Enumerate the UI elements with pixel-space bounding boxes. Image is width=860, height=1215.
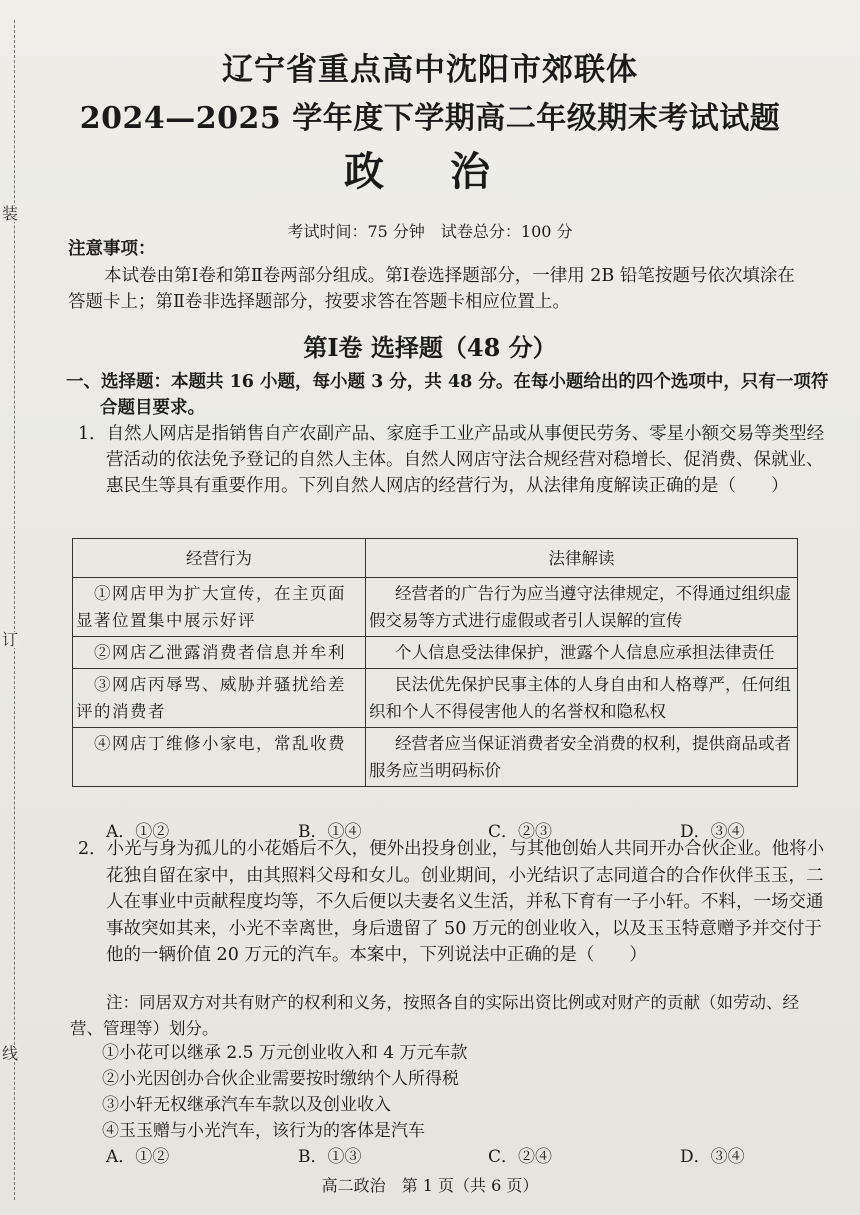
statement-item: ②小光因创办合伙企业需要按时缴纳个人所得税 [102,1069,459,1089]
question-1-table [72,538,798,787]
subject-title: 政 治 [344,148,516,195]
table-cell-behavior: ②网店乙泄露消费者信息并牟利 [73,637,366,669]
table-cell-behavior: ③网店丙辱骂、威胁并骚扰给差评的消费者 [73,669,366,728]
section-title: 第Ⅰ卷 选择题（48 分） [303,333,557,362]
page-footer: 高二政治 第 1 页（共 6 页） [321,1176,539,1195]
option-c: C．②④ [488,1147,553,1167]
option-a: A．①② [106,1147,170,1167]
table-row [73,637,798,669]
part-heading: 一、选择题：本题共 16 小题，每小题 3 分，共 48 分。在每小题给出的四个选项中，只有一项符合题目要求。 [66,372,829,418]
statement-item: ①小花可以继承 2.5 万元创业收入和 4 万元车款 [102,1043,468,1063]
option-c: C．②③ [488,822,553,842]
binding-mark-xian: 线 [2,1044,19,1063]
table-row [73,728,798,787]
table-row [73,578,798,637]
notes-body: 本试卷由第Ⅰ卷和第Ⅱ卷两部分组成。第Ⅰ卷选择题部分，一律用 2B 铅笔按题号依次填涂在答题卡上；第Ⅱ卷非选择题部分，按要求答在答题卡相应位置上。 [68,266,795,312]
statement-item: ④玉玉赠与小光汽车，该行为的客体是汽车 [102,1121,425,1141]
option-d: D．③④ [680,822,745,842]
binding-mark-zhuang: 装 [2,204,19,223]
question-2-statements [102,1040,467,1144]
table-header-cell: 经营行为 [73,539,366,578]
option-b: B．①③ [298,1147,362,1167]
option-b: B．①④ [298,822,362,842]
question-2-note: 注：同居双方对共有财产的权利和义务，按照各自的实际出资比例或对财产的贡献（如劳动、经营、管理等）划分。 [70,993,799,1038]
exam-info: 考试时间：75 分钟 试卷总分：100 分 [287,222,573,241]
option-d: D．③④ [680,1147,745,1167]
question-2-stem: 2．小光与身为孤儿的小花婚后不久，便外出投身创业，与其他创始人共同开办合伙企业。他将小花独自留在家中，由其照料父母和女儿。创业期间，小光结识了志同道合的合作伙伴玉玉，二人在事业中贡献程度均等，不久后便以夫妻名义生活，并私下育有一子小轩。不料，一场交通事故突如其来，小光不幸离世，身后遗留了 50 万元的创业收入，以及玉玉特意赠予并交付于他的一辆价值 20 万元的汽车。本案中，下列说法中正确的是（ ） [78,839,825,965]
option-a: A．①② [106,822,170,842]
table-header-cell: 法律解读 [366,539,798,578]
table-cell-interpretation: 经营者的广告行为应当遵守法律规定，不得通过组织虚假交易等方式进行虚假或者引人误解的宣传 [366,578,798,637]
binding-dashed-line [14,20,15,1200]
binding-mark-ding: 订 [2,630,19,649]
table-cell-behavior: ①网店甲为扩大宣传，在主页面显著位置集中展示好评 [73,578,366,637]
table-row [73,669,798,728]
table-cell-interpretation: 民法优先保护民事主体的人身自由和人格尊严，任何组织和个人不得侵害他人的名誉权和隐私权 [366,669,798,728]
table-cell-behavior: ④网店丁维修小家电，常乱收费 [73,728,366,787]
exam-title-line2: 2024—2025 学年度下学期高二年级期末考试试题 [79,101,781,136]
notes-heading: 注意事项： [68,239,156,259]
table-header-row [73,539,798,578]
table-cell-interpretation: 经营者应当保证消费者安全消费的权利，提供商品或者服务应当明码标价 [366,728,798,787]
exam-title-line1: 辽宁省重点高中沈阳市郊联体 [222,52,638,88]
table-cell-interpretation: 个人信息受法律保护，泄露个人信息应承担法律责任 [366,637,798,669]
question-1-stem: 1．自然人网店是指销售自产农副产品、家庭手工业产品或从事便民劳务、零星小额交易等类型经营活动的依法免予登记的自然人主体。自然人网店守法合规经营对稳增长、促消费、保就业、惠民生等具有重要作用。下列自然人网店的经营行为，从法律角度解读正确的是（ ） [78,424,825,496]
statement-item: ③小轩无权继承汽车车款以及创业收入 [102,1095,391,1115]
